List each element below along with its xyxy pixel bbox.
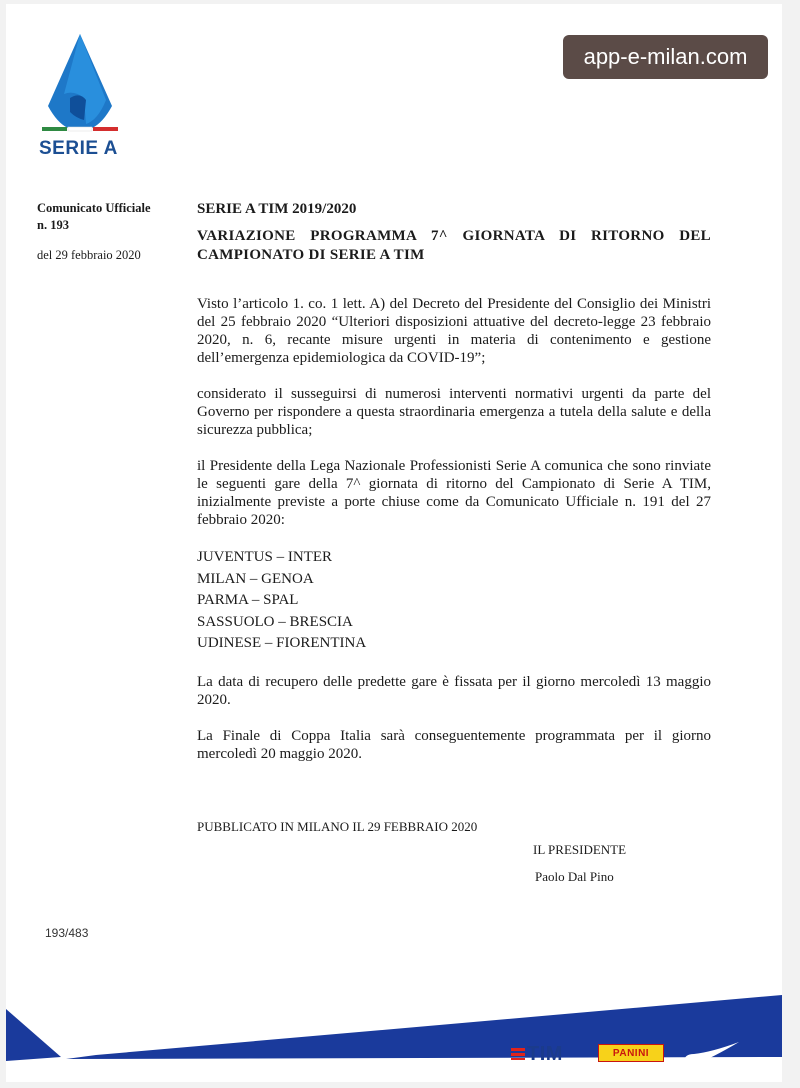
match-item: SASSUOLO – BRESCIA [197, 613, 353, 630]
document-body [197, 201, 711, 781]
paragraph: considerato il susseguirsi di numerosi interventi normativi urgenti da parte del Governo per rispondere a questa straordinaria emergenza a tutela della salute e della sicurezza pubblica; [197, 386, 711, 438]
tim-bars-icon [511, 1048, 525, 1060]
document-subtitle: VARIAZIONE PROGRAMMA 7^ GIORNATA DI RITORNO DEL CAMPIONATO DI SERIE A TIM [197, 228, 711, 263]
document-meta [37, 200, 177, 263]
paragraph: La data di recupero delle predette gare è fissata per il giorno mercoledì 13 maggio 2020. [197, 673, 711, 708]
paragraph: il Presidente della Lega Nazionale Professionisti Serie A comunica che sono rinviate le seguenti gare della 7^ giornata di ritorno del Campionato di Serie A TIM, inizialmente previste a porte chiuse come da Comunicato Ufficiale n. 191 del 27 febbraio 2020: [197, 458, 711, 528]
publication-line: PUBBLICATO IN MILANO IL 29 FEBBRAIO 2020 [197, 819, 478, 834]
serie-a-logo-text: SERIE A [39, 138, 118, 159]
match-item: PARMA – SPAL [197, 592, 299, 608]
communique-reference [37, 200, 177, 234]
signature-block [533, 842, 626, 885]
signature-name: Paolo Dal Pino [535, 869, 614, 884]
paragraph: Visto l’articolo 1. co. 1 lett. A) del Decreto del Presidente del Consiglio dei Ministri del 25 febbraio 2020 “Ulteriori disposizioni attuative del decreto-legge 23 febbraio 2020, n. 6, recante misure urgenti in materia di contenimento e gestione dell’emergenza epidemiologica da COVID-19”; [197, 296, 711, 366]
tim-sponsor-logo [511, 1044, 563, 1064]
paragraph: La Finale di Coppa Italia sarà conseguentemente programmata per il giorno mercoledì 20 maggio 2020. [197, 727, 711, 762]
nike-swoosh-icon [682, 1040, 740, 1066]
watermark-badge: app-e-milan.com [563, 35, 768, 79]
panini-sponsor-logo: PANINI [598, 1044, 664, 1062]
document-page [6, 4, 782, 1082]
postponed-matches-list [197, 547, 711, 655]
page-number: 193/483 [45, 926, 89, 940]
tim-sponsor-text: TIM [527, 1042, 563, 1065]
communique-number: n. 193 [37, 218, 69, 232]
match-item: MILAN – GENOA [197, 570, 314, 587]
document-title: SERIE A TIM 2019/2020 [197, 201, 357, 217]
footer-band-graphic [6, 979, 782, 1082]
signature-role: IL PRESIDENTE [533, 842, 627, 857]
communique-label: Comunicato Ufficiale [37, 201, 151, 215]
match-item: JUVENTUS – INTER [197, 549, 332, 565]
match-item: UDINESE – FIORENTINA [197, 635, 367, 651]
communique-date: del 29 febbraio 2020 [37, 248, 141, 262]
